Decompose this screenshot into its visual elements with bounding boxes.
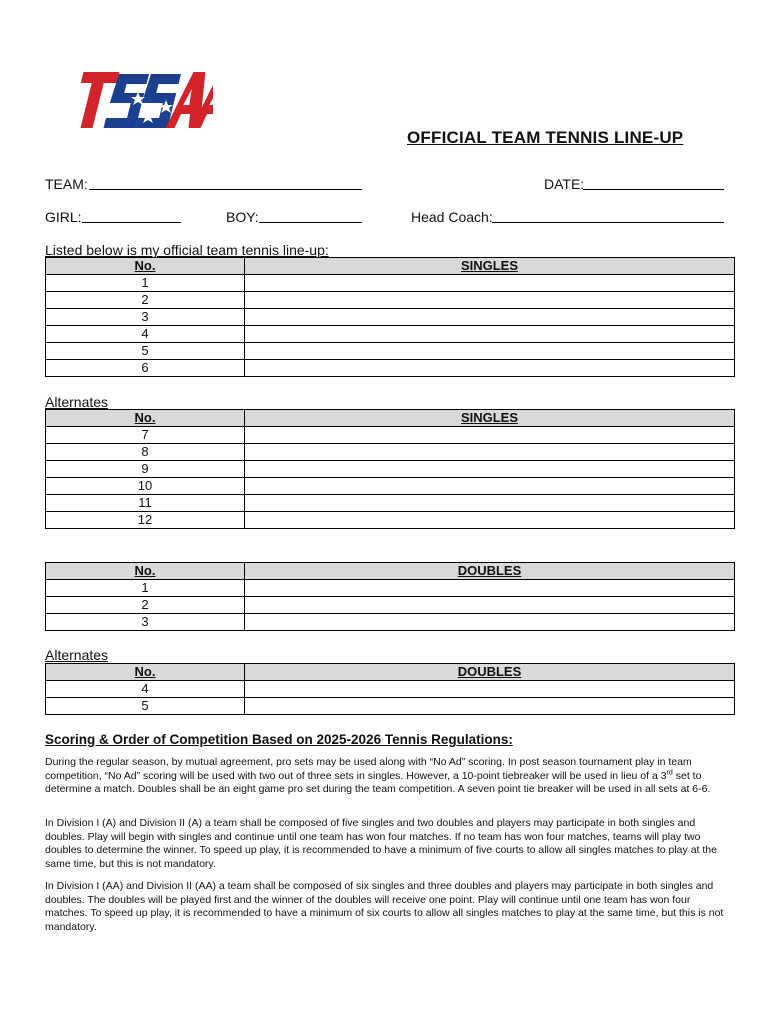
date-label: DATE: [544,176,585,192]
position-number: 3 [46,614,245,631]
position-number: 9 [46,461,245,478]
scoring-paragraph-2 [45,817,735,871]
girl-label: GIRL: [45,209,82,225]
player-entry-cell[interactable] [245,478,735,495]
girl-field[interactable] [82,222,181,223]
table-row [46,326,735,343]
column-header-no: No. [46,664,245,681]
column-header-no: No. [46,258,245,275]
table-row [46,495,735,512]
player-entry-cell[interactable] [245,495,735,512]
position-number: 1 [46,580,245,597]
table-row [46,512,735,529]
scoring-text: During the regular season, by mutual agreement, pro sets may be used along with “No Ad” scoring. In post season tournament play in team competition, “No Ad” scoring will be used with two out of three sets in singles. However, a 10-point tiebreaker will be used in lieu of a 3 [45,756,692,782]
scoring-paragraph-3 [45,880,735,934]
player-entry-cell[interactable] [245,360,735,377]
table-row [46,597,735,614]
division-a-rules: In Division I (A) and Division II (A) a team shall be composed of five singles and two doubles and players may participate in both singles and doubles. Play will begin with singles and continue until one team has won four matches. If no team has won four matches, teams will play two doubles to determine the winner. To speed up play, it is recommended to have a minimum of five courts to allow all singles matches to play at the same time, but this is not mandatory. [45,817,717,870]
singles-alternates-table [45,409,735,529]
position-number: 6 [46,360,245,377]
table-row [46,309,735,326]
table-header-row [46,410,735,427]
singles-alternates-caption: Alternates [45,394,109,410]
table-row [46,292,735,309]
doubles-alternates-caption: Alternates [45,647,109,663]
scoring-text: set to determine a match. Doubles shall be an eight game pro set during the team competition. A seven point tie breaker will be used in all sets at 6-6. [45,769,711,795]
position-number: 3 [46,309,245,326]
team-label: TEAM: [45,176,88,192]
table-row [46,444,735,461]
scoring-paragraph-1 [45,756,735,797]
player-entry-cell[interactable] [245,512,735,529]
doubles-alternates-table [45,663,735,715]
boy-label: BOY: [226,209,259,225]
table-header-row [46,563,735,580]
singles-caption: Listed below is my official team tennis line-up: [45,242,329,258]
position-number: 5 [46,343,245,360]
position-number: 10 [46,478,245,495]
form-title: OFFICIAL TEAM TENNIS LINE-UP [407,128,684,147]
player-entry-cell[interactable] [245,292,735,309]
table-row [46,461,735,478]
position-number: 7 [46,427,245,444]
table-row [46,681,735,698]
head-coach-field[interactable] [492,222,724,223]
table-header-row [46,664,735,681]
table-row [46,343,735,360]
singles-table [45,257,735,377]
position-number: 4 [46,681,245,698]
table-row [46,427,735,444]
column-header-no: No. [46,563,245,580]
player-entry-cell[interactable] [245,275,735,292]
superscript-rd: rd [666,769,673,776]
column-header-singles: SINGLES [245,258,735,275]
team-entry-cell[interactable] [245,698,735,715]
position-number: 4 [46,326,245,343]
column-header-doubles: DOUBLES [245,664,735,681]
table-row [46,478,735,495]
date-field[interactable] [583,189,724,190]
position-number: 5 [46,698,245,715]
boy-field[interactable] [259,222,362,223]
table-row [46,580,735,597]
team-entry-cell[interactable] [245,580,735,597]
column-header-singles: SINGLES [245,410,735,427]
table-row [46,275,735,292]
position-number: 12 [46,512,245,529]
position-number: 1 [46,275,245,292]
position-number: 2 [46,292,245,309]
team-entry-cell[interactable] [245,597,735,614]
position-number: 8 [46,444,245,461]
division-aa-rules: In Division I (AA) and Division II (AA) a team shall be composed of six singles and three doubles and players may participate in both singles and doubles. The doubles will be played first and the winner of the doubles will receive one point. Play will continue until one team has won four matches. To speed up play, it is recommended to have a minimum of six courts to allow all singles matches to play at the same time, but this is not mandatory. [45,880,724,933]
head-coach-label: Head Coach: [411,209,493,225]
column-header-doubles: DOUBLES [245,563,735,580]
table-header-row [46,258,735,275]
position-number: 11 [46,495,245,512]
doubles-table [45,562,735,631]
scoring-heading: Scoring & Order of Competition Based on 2025-2026 Tennis Regulations: [45,732,513,747]
player-entry-cell[interactable] [245,444,735,461]
position-number: 2 [46,597,245,614]
team-entry-cell[interactable] [245,681,735,698]
column-header-no: No. [46,410,245,427]
player-entry-cell[interactable] [245,461,735,478]
team-entry-cell[interactable] [245,614,735,631]
table-row [46,614,735,631]
player-entry-cell[interactable] [245,427,735,444]
player-entry-cell[interactable] [245,309,735,326]
team-field[interactable] [89,189,362,190]
table-row [46,360,735,377]
table-row [46,698,735,715]
player-entry-cell[interactable] [245,343,735,360]
tssaa-logo [68,70,213,132]
player-entry-cell[interactable] [245,326,735,343]
